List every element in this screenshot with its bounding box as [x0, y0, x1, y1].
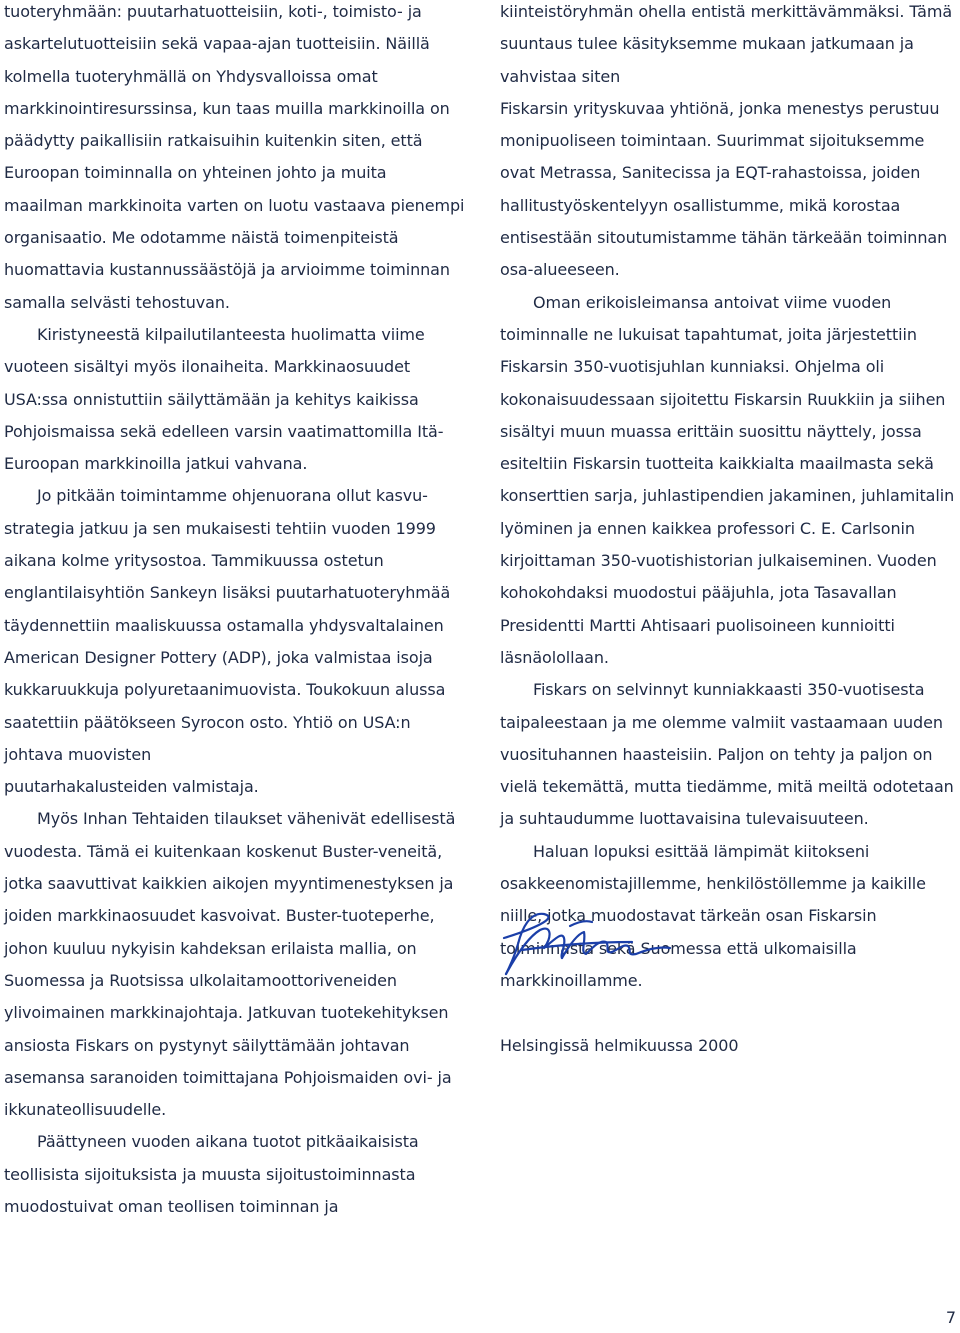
- page-number: 7: [945, 1308, 956, 1327]
- text-line: kirjoittaman 350-vuotishistorian julkaiseminen. Vuoden: [500, 551, 937, 571]
- text-line: täydennettiin maaliskuussa ostamalla yhdysvaltalainen: [4, 615, 444, 635]
- text-line: vahvistaa siten: [500, 66, 621, 86]
- text-line: entisestään sitoutumistamme tähän tärkeään toiminnan: [500, 228, 948, 248]
- text-line: osa-alueeseen.: [500, 260, 620, 280]
- text-line: osakkeenomistajillemme, henkilöstöllemme ja kaikille: [500, 874, 926, 894]
- text-line: kukkaruukkuja polyuretaanimuovista. Toukokuun alussa: [4, 680, 446, 700]
- paragraph-first-line: Myös Inhan Tehtaiden tilaukset vähenivät edellisestä: [37, 809, 456, 829]
- text-line: huomattavia kustannussäästöjä ja arvioimme toiminnan: [4, 260, 450, 280]
- paragraph-first-line: Päättyneen vuoden aikana tuotot pitkäaikaisista: [37, 1132, 419, 1152]
- text-line: johon kuuluu nykyisin kahdeksan erilaista mallia, on: [4, 938, 417, 958]
- text-line: lyöminen ja ennen kaikkea professori C. E. Carlsonin: [500, 518, 915, 538]
- text-line: markkinoillamme.: [500, 970, 643, 990]
- text-line: samalla selvästi tehostuvan.: [4, 292, 230, 312]
- text-line: Pohjoismaissa sekä edelleen varsin vaatimattomilla Itä-: [4, 421, 444, 441]
- text-line: teollisista sijoituksista ja muusta sijoitustoiminnasta: [4, 1164, 416, 1184]
- text-line: kolmella tuoteryhmällä on Yhdysvalloissa omat: [4, 66, 378, 86]
- text-line: puutarhakalusteiden valmistaja.: [4, 777, 259, 797]
- text-line: muodostuivat oman teollisen toiminnan ja: [4, 1196, 339, 1216]
- text-line: toiminnasta sekä Suomessa että ulkomaisilla: [500, 938, 857, 958]
- right-column: [500, 0, 960, 1064]
- text-line: englantilaisyhtiön Sankeyn lisäksi puutarhatuoteryhmää: [4, 583, 451, 603]
- text-line: jotka saavuttivat kaikkien aikojen myyntimenestyksen ja: [4, 874, 454, 894]
- text-line: markkinointiresurssinsa, kun taas muilla markkinoilla on: [4, 98, 450, 118]
- text-line: asemansa saranoiden toimittajana Pohjoismaiden ovi- ja: [4, 1067, 452, 1087]
- paragraph-first-line: Oman erikoisleimansa antoivat viime vuoden: [533, 292, 892, 312]
- text-line: USA:ssa onnistuttiin säilyttämään ja kehitys kaikissa: [4, 389, 419, 409]
- text-line: vuosituhannen haasteisiin. Paljon on tehty ja paljon on: [500, 744, 933, 764]
- text-line: vuodesta. Tämä ei kuitenkaan koskenut Buster-veneitä,: [4, 841, 443, 861]
- text-line: maailman markkinoita varten on luotu vastaava pienempi: [4, 195, 465, 215]
- handwritten-signature: [500, 908, 680, 980]
- spacer: [500, 998, 960, 1031]
- text-line: organisaatio. Me odotamme näistä toimenpiteistä: [4, 228, 399, 248]
- text-line: kohokohdaksi muodostui pääjuhla, jota Tasavallan: [500, 583, 897, 603]
- text-line: Presidentti Martti Ahtisaari puolisoineen kunnioitti: [500, 615, 895, 635]
- text-line: suuntaus tulee käsityksemme mukaan jatkumaan ja: [500, 34, 914, 54]
- text-line: Euroopan markkinoilla jatkui vahvana.: [4, 454, 308, 474]
- text-line: ovat Metrassa, Sanitecissa ja EQT-rahastoissa, joiden: [500, 163, 921, 183]
- text-line: Fiskarsin 350-vuotisjuhlan kunniaksi. Ohjelma oli: [500, 357, 885, 377]
- text-line: sisältyi muun muassa erittäin suosittu näyttely, jossa: [500, 421, 922, 441]
- text-line: kokonaisuudessaan sijoitettu Fiskarsin Ruukkiin ja siihen: [500, 389, 946, 409]
- text-line: hallitustyöskentelyyn osallistumme, mikä korostaa: [500, 195, 901, 215]
- text-line: toiminnalle ne lukuisat tapahtumat, joita järjestettiin: [500, 324, 917, 344]
- text-line: niille, jotka muodostavat tärkeän osan Fiskarsin: [500, 906, 877, 926]
- text-line: johtava muovisten: [4, 744, 152, 764]
- text-line: tuoteryhmään: puutarhatuotteisiin, koti-, toimisto- ja: [4, 2, 422, 21]
- text-line: kiinteistöryhmän ohella entistä merkittävämmäksi. Tämä: [500, 2, 953, 21]
- text-line: Suomessa ja Ruotsissa ulkolaitamoottoriveneiden: [4, 970, 397, 990]
- text-line: ikkunateollisuudelle.: [4, 1100, 167, 1120]
- paragraph-first-line: Haluan lopuksi esittää lämpimät kiitokseni: [533, 841, 870, 861]
- text-line: konserttien sarja, juhlastipendien jakaminen, juhlamitalin: [500, 486, 955, 506]
- left-column: [4, 0, 474, 1224]
- text-line: strategia jatkuu ja sen mukaisesti tehtiin vuoden 1999: [4, 518, 436, 538]
- text-line: aikana kolme yritysostoa. Tammikuussa ostetun: [4, 551, 384, 571]
- text-line: esiteltiin Fiskarsin tuotteita kaikkialta maailmasta sekä: [500, 454, 934, 474]
- paragraph-first-line: Jo pitkään toimintamme ohjenuorana ollut kasvu-: [37, 486, 428, 506]
- text-line: ansiosta Fiskars on pystynyt säilyttämään johtavan: [4, 1035, 410, 1055]
- text-line: vuoteen sisältyi myös ilonaiheita. Markkinaosuudet: [4, 357, 411, 377]
- text-line: saatettiin päätökseen Syrocon osto. Yhtiö on USA:n: [4, 712, 411, 732]
- paragraph-first-line: Kiristyneestä kilpailutilanteesta huolimatta viime: [37, 324, 425, 344]
- text-line: läsnäolollaan.: [500, 647, 609, 667]
- text-line: ja suhtaudumme luottavaisina tulevaisuuteen.: [500, 809, 869, 829]
- text-line: monipuoliseen toimintaan. Suurimmat sijoituksemme: [500, 131, 925, 151]
- text-line: taipaleestaan ja me olemme valmiit vastaamaan uuden: [500, 712, 943, 732]
- text-line: Fiskarsin yrityskuvaa yhtiönä, jonka menestys perustuu: [500, 98, 940, 118]
- text-line: Euroopan toiminnalla on yhteinen johto ja muita: [4, 163, 387, 183]
- text-line: ylivoimainen markkinajohtaja. Jatkuvan tuotekehityksen: [4, 1003, 449, 1023]
- text-line: vielä tekemättä, mutta tiedämme, mitä meiltä odotetaan: [500, 777, 954, 797]
- text-line: päädytty paikallisiin ratkaisuihin kuitenkin siten, että: [4, 131, 423, 151]
- text-line: American Designer Pottery (ADP), joka valmistaa isoja: [4, 647, 433, 667]
- text-line: askartelutuotteisiin sekä vapaa-ajan tuotteisiin. Näillä: [4, 34, 430, 54]
- place-date-line: Helsingissä helmikuussa 2000: [500, 1036, 739, 1056]
- text-line: joiden markkinaosuudet kasvoivat. Buster-tuoteperhe,: [4, 906, 435, 926]
- paragraph-first-line: Fiskars on selvinnyt kunniakkaasti 350-vuotisesta: [533, 680, 925, 700]
